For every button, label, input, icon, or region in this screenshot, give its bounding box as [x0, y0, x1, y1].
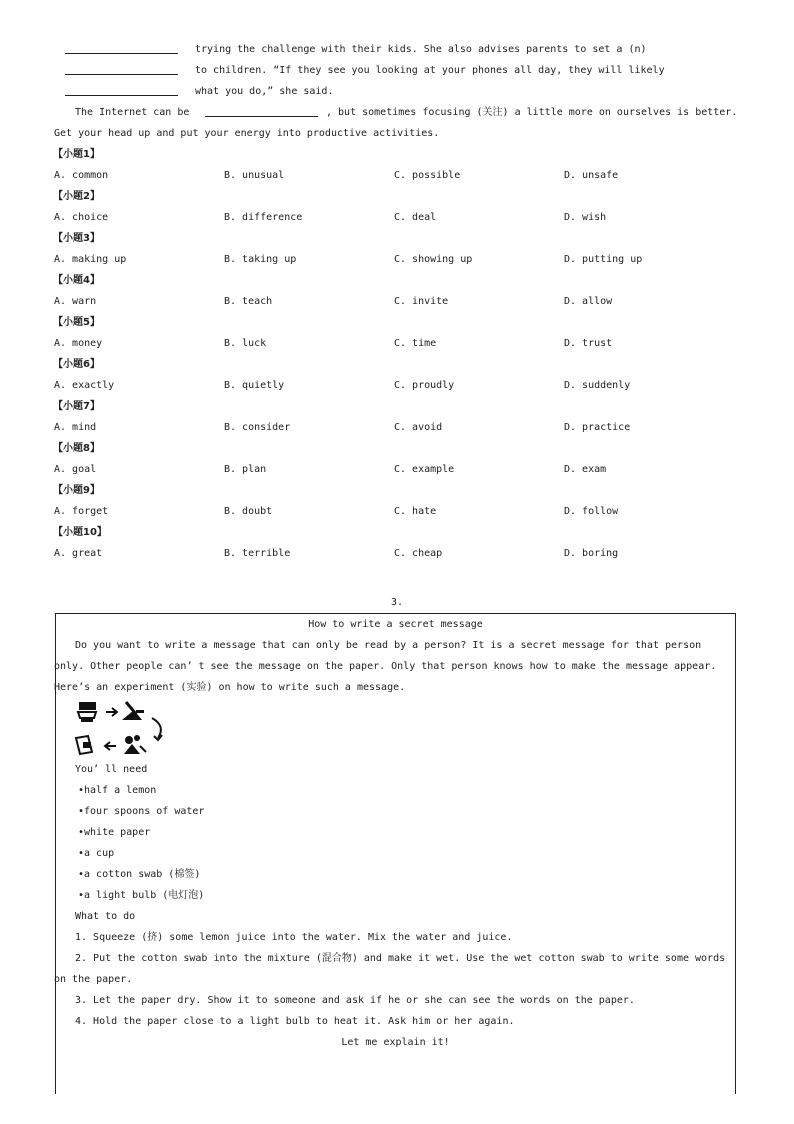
question-label: 【小题6】 — [53, 359, 100, 370]
answer-option[interactable]: D. exam — [564, 464, 607, 475]
step-line: 2. Put the cotton swab into the mixture (混合物) and make it wet. Use the wet cotton swab to write some words — [75, 953, 726, 964]
answer-option[interactable]: C. possible — [394, 170, 461, 181]
question-label: 【小题5】 — [53, 317, 100, 328]
lightbulb-icon — [124, 735, 146, 754]
arrow-right-icon — [106, 708, 117, 716]
answer-option[interactable]: B. quietly — [224, 380, 285, 391]
answer-option[interactable]: C. deal — [394, 212, 437, 223]
answer-option[interactable]: D. follow — [564, 506, 619, 517]
question-label: 【小题2】 — [53, 191, 100, 202]
answer-option[interactable]: C. hate — [394, 506, 437, 517]
answer-option[interactable]: C. invite — [394, 296, 449, 307]
passage-line: The Internet can be — [75, 107, 190, 118]
step-line: 1. Squeeze (挤) some lemon juice into the water. Mix the water and juice. — [75, 932, 513, 943]
need-item: •white paper — [78, 827, 151, 838]
answer-blank[interactable] — [65, 74, 178, 75]
need-item: •half a lemon — [78, 785, 157, 796]
paper-cup-icon — [78, 702, 96, 722]
section-number: 3. — [390, 597, 404, 608]
answer-option[interactable]: C. avoid — [394, 422, 443, 433]
passage-line: trying the challenge with their kids. She also advises parents to set a (n) — [195, 44, 647, 55]
answer-option[interactable]: A. great — [54, 548, 103, 559]
passage-line: only. Other people can’ t see the message on the paper. Only that person knows how to make the message appear. — [54, 661, 717, 672]
need-heading: You’ ll need — [75, 764, 148, 775]
answer-option[interactable]: D. boring — [564, 548, 619, 559]
answer-option[interactable]: A. common — [54, 170, 109, 181]
step-line: 4. Hold the paper close to a light bulb to heat it. Ask him or her again. — [75, 1016, 515, 1027]
need-item: •a light bulb (电灯泡) — [78, 890, 205, 901]
arrow-curved-icon — [152, 718, 162, 740]
answer-option[interactable]: B. taking up — [224, 254, 297, 265]
answer-option[interactable]: D. putting up — [564, 254, 643, 265]
answer-option[interactable]: B. difference — [224, 212, 303, 223]
answer-option[interactable]: B. plan — [224, 464, 267, 475]
question-label: 【小题3】 — [53, 233, 100, 244]
question-label: 【小题4】 — [53, 275, 100, 286]
step-line: on the paper. — [54, 974, 133, 985]
answer-option[interactable]: C. time — [394, 338, 437, 349]
answer-option[interactable]: C. example — [394, 464, 455, 475]
answer-option[interactable]: B. terrible — [224, 548, 291, 559]
answer-option[interactable]: B. teach — [224, 296, 273, 307]
experiment-illustration — [74, 698, 174, 760]
answer-option[interactable]: A. warn — [54, 296, 97, 307]
passage-line: , but sometimes focusing (关注) a little more on ourselves is better. — [326, 107, 738, 118]
arrow-left-icon — [105, 742, 116, 750]
answer-option[interactable]: A. goal — [54, 464, 97, 475]
answer-option[interactable]: D. trust — [564, 338, 613, 349]
passage-line: Here’s an experiment (实验) on how to write such a message. — [54, 682, 406, 693]
question-label: 【小题7】 — [53, 401, 100, 412]
swab-writing-icon — [122, 702, 144, 720]
closing-line: Let me explain it! — [341, 1037, 450, 1048]
answer-option[interactable]: B. luck — [224, 338, 267, 349]
passage-line: to children. “If they see you looking at your phones all day, they will likely — [195, 65, 665, 76]
answer-option[interactable]: D. suddenly — [564, 380, 631, 391]
need-item: •a cup — [78, 848, 115, 859]
answer-option[interactable]: A. mind — [54, 422, 97, 433]
answer-option[interactable]: A. forget — [54, 506, 109, 517]
question-label: 【小题8】 — [53, 443, 100, 454]
todo-heading: What to do — [75, 911, 136, 922]
passage-line: what you do,” she said. — [195, 86, 334, 97]
answer-option[interactable]: D. unsafe — [564, 170, 619, 181]
answer-option[interactable]: A. choice — [54, 212, 109, 223]
answer-blank[interactable] — [205, 116, 318, 117]
paper-heat-icon — [76, 736, 92, 754]
passage-line: Do you want to write a message that can only be read by a person? It is a secret message for that person — [75, 640, 702, 651]
passage-title: How to write a secret message — [308, 619, 483, 630]
answer-option[interactable]: B. consider — [224, 422, 291, 433]
answer-option[interactable]: D. allow — [564, 296, 613, 307]
answer-option[interactable]: C. cheap — [394, 548, 443, 559]
answer-option[interactable]: C. proudly — [394, 380, 455, 391]
answer-option[interactable]: C. showing up — [394, 254, 473, 265]
answer-blank[interactable] — [65, 53, 178, 54]
answer-option[interactable]: B. doubt — [224, 506, 273, 517]
answer-blank[interactable] — [65, 95, 178, 96]
need-item: •a cotton swab (棉签) — [78, 869, 201, 880]
question-label: 【小题9】 — [53, 485, 100, 496]
answer-option[interactable]: D. wish — [564, 212, 607, 223]
need-item: •four spoons of water — [78, 806, 205, 817]
answer-option[interactable]: A. money — [54, 338, 103, 349]
answer-option[interactable]: A. making up — [54, 254, 127, 265]
answer-option[interactable]: A. exactly — [54, 380, 115, 391]
passage-line: Get your head up and put your energy into productive activities. — [54, 128, 440, 139]
question-label: 【小题1】 — [53, 149, 100, 160]
step-line: 3. Let the paper dry. Show it to someone and ask if he or she can see the words on the paper. — [75, 995, 635, 1006]
answer-option[interactable]: B. unusual — [224, 170, 285, 181]
question-label: 【小题10】 — [53, 527, 107, 538]
answer-option[interactable]: D. practice — [564, 422, 631, 433]
